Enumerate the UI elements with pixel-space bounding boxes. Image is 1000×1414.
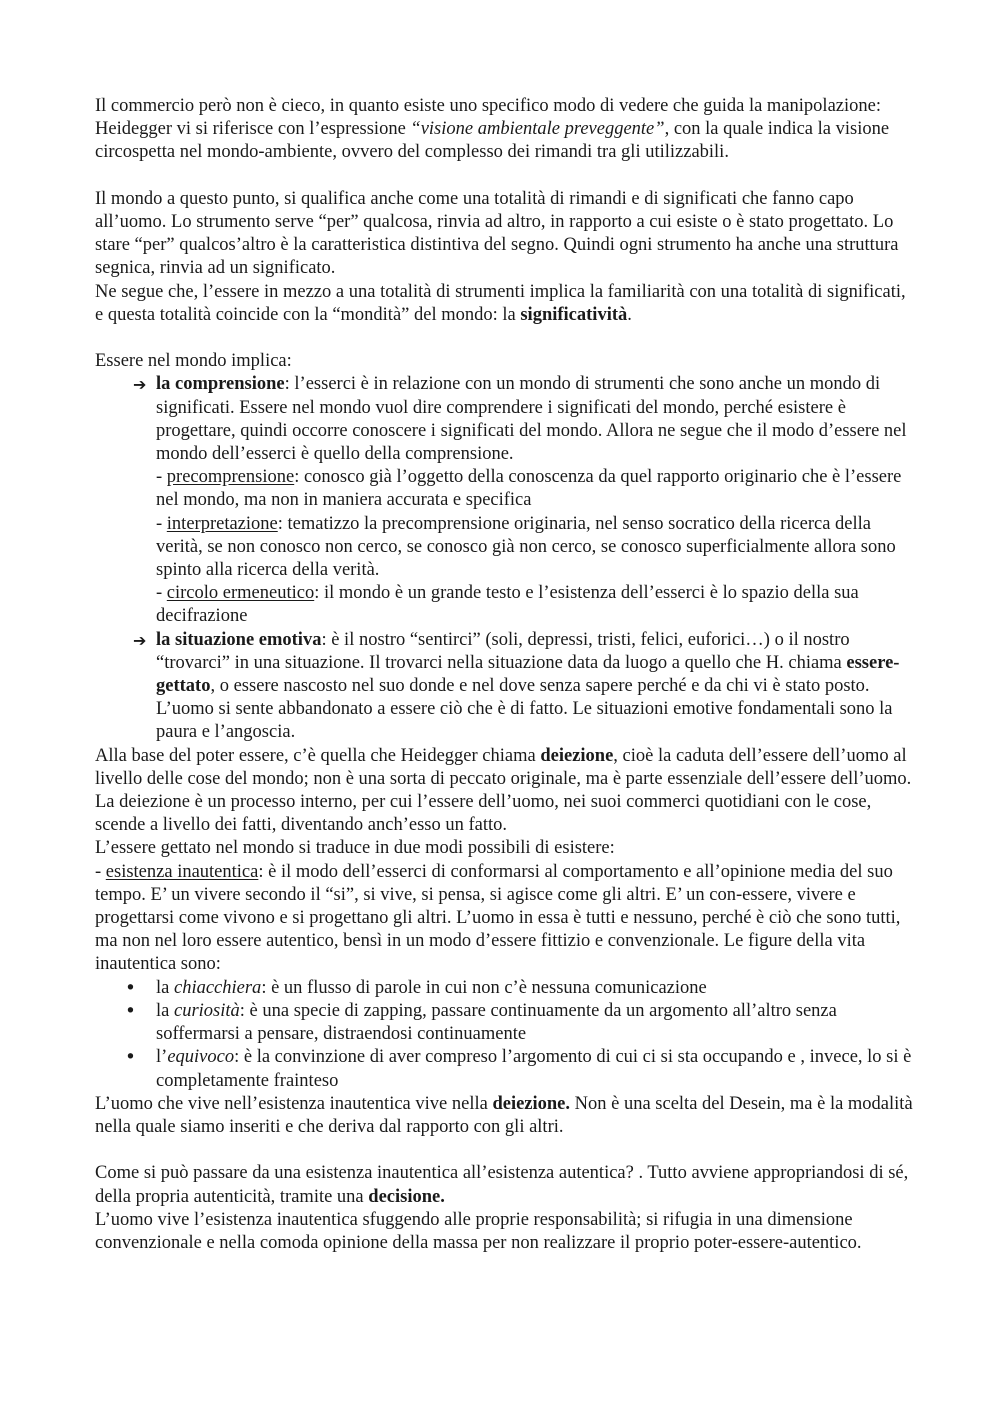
text-run: : il mondo è un grande testo e l’esistenza dell’esserci è lo spazio della sua decifrazione xyxy=(156,583,859,627)
text-run: : tematizzo la precomprensione originaria, nel senso socratico della ricerca della verità, se non conosco non cerco, se conosco già non cerco, se conosco superficialmente allora sono spinto alla ricerca della verità. xyxy=(156,513,896,581)
dash: - xyxy=(156,583,167,604)
underlined-term: circolo ermeneutico xyxy=(166,583,315,604)
text-run: : è un flusso di parole in cui non c’è nessuna comunicazione xyxy=(261,977,707,998)
paragraph-commercio xyxy=(95,95,915,165)
text-run: Il mondo a questo punto, si qualifica anche come una totalità di rimandi e di significati che fanno capo all’uomo. Lo strumento serve “per” qualcosa, rinvia ad altro, in rapporto a cui esiste o è stato progettato. Lo stare “per” qualcos’altro è la caratteristica distintiva del segno. Quindi ogni strumento ha anche una struttura segnica, rinvia ad un significato. xyxy=(95,188,899,279)
bold-term: essere-gettato xyxy=(156,652,900,697)
sub-item-circolo-ermeneutico xyxy=(156,582,915,628)
arrow-list-item-situazione-emotiva xyxy=(95,629,915,745)
sub-item-precomprensione xyxy=(156,466,915,512)
text-run: la xyxy=(156,977,174,998)
dash: - xyxy=(156,467,167,488)
paragraph-esistenza-inautentica xyxy=(95,861,915,977)
paragraph-mondo xyxy=(95,188,915,281)
text-run: Ne segue che, l’essere in mezzo a una totalità di strumenti implica la familiarità con una totalità di significati, e questa totalità coincide con la “mondità” del mondo: la xyxy=(95,281,906,325)
sub-item-interpretazione xyxy=(156,513,915,583)
arrow-right-icon: ➔ xyxy=(133,630,147,650)
bold-term: la comprensione xyxy=(156,374,285,395)
text-run: Il commercio però non è cieco, in quanto esiste uno specifico modo di vedere che guida la manipolazione: Heidegger vi si riferisce con l’espressione xyxy=(95,96,881,140)
bullet-item-curiosita xyxy=(95,1000,915,1046)
bullet-item-equivoco xyxy=(95,1046,915,1092)
bullet-icon: • xyxy=(125,1047,136,1069)
blank-line xyxy=(95,165,915,188)
paragraph-uomo-inautentico xyxy=(95,1093,915,1139)
bullet-icon: • xyxy=(125,1000,136,1022)
text-run: Non è una scelta del Desein, ma è la modalità nella quale siamo inseriti e che deriva dal rapporto con gli altri. xyxy=(95,1093,913,1137)
text-run: L’essere gettato nel mondo si traduce in due modi possibili di esistere: xyxy=(95,838,615,859)
bold-term: la situazione emotiva xyxy=(156,629,322,650)
underlined-term: precomprensione xyxy=(166,467,295,488)
text-run: , o essere nascosto nel suo donde e nel dove senza sapere perché e da chi vi è stato posto. L’uomo si sente abbandonato a essere ciò che è di fatto. Le situazioni emotive fondamentali sono la paura e l’angoscia. xyxy=(156,676,893,743)
paragraph-deiezione xyxy=(95,745,915,838)
text-run: : è il modo dell’esserci di conformarsi al comportamento e all’opinione media del suo tempo. E’ un vivere secondo il “si”, si vive, si pensa, si agisce come gli altri. E’ un con-essere, vivere e progettarsi come vivono e si progettano gli altri. L’uomo in essa è tutti e nessuno, perché è ciò che sono tutti, ma non nel loro essere autentico, bensì in un modo d’essere fittizio e convenzionale. Le figure della vita inautentica sono: xyxy=(95,861,901,975)
bullet-icon: • xyxy=(125,977,136,999)
paragraph-due-modi xyxy=(95,837,915,860)
text-run: , cioè la caduta dell’essere dell’uomo al livello delle cose del mondo; non è una sorta di peccato originale, ma è parte essenziale dell’essere dell’uomo. La deiezione è un processo interno, per cui l’essere dell’uomo, nei suoi commerci quotidiani con le cose, scende a livello dei fatti, diventando anch’esso un fatto. xyxy=(95,745,912,836)
dash: - xyxy=(95,861,106,882)
document-page xyxy=(95,95,915,1255)
paragraph-decisione xyxy=(95,1162,915,1208)
item-text xyxy=(156,373,915,466)
text-run: : è una specie di zapping, passare continuamente da un argomento all’altro senza soffermarsi a pensare, distraendosi continuamente xyxy=(156,1000,837,1045)
arrow-list-item-comprensione xyxy=(95,373,915,628)
text-run: la xyxy=(156,1000,174,1021)
dash: - xyxy=(156,513,167,534)
paragraph-responsabilita xyxy=(95,1209,915,1255)
bold-term: deiezione xyxy=(540,745,614,766)
paragraph-essere-nel-mondo xyxy=(95,350,915,373)
italic-term: chiacchiera xyxy=(173,977,262,998)
underlined-term: esistenza inautentica xyxy=(105,861,259,882)
text-run: : è il nostro “sentirci” (soli, depressi, tristi, felici, euforici…) o il nostro “trovarci” in una situazione. Il trovarci nella situazione data da luogo a quello che H. chiama xyxy=(156,629,850,673)
italic-term: curiosità xyxy=(173,1000,240,1021)
italic-quote: “visione ambientale preveggente” xyxy=(410,119,665,140)
text-run: L’uomo vive l’esistenza inautentica sfuggendo alle proprie responsabilità; si rifugia in una dimensione convenzionale e nella comoda opinione della massa per non realizzare il proprio poter-essere-autentico. xyxy=(95,1209,862,1253)
text-run: Come si può passare da una esistenza inautentica all’esistenza autentica? . Tutto avviene appropriandosi di sé, della propria autenticità, tramite una xyxy=(95,1163,909,1207)
blank-line xyxy=(95,327,915,350)
bold-term: decisione. xyxy=(368,1186,445,1207)
paragraph-significativita xyxy=(95,281,915,327)
blank-line xyxy=(95,1139,915,1162)
text-run: , con la quale indica la visione circospetta nel mondo-ambiente, ovvero del complesso dei rimandi tra gli utilizzabili. xyxy=(95,119,890,163)
underlined-term: interpretazione xyxy=(166,513,278,534)
text-run: . xyxy=(627,304,632,325)
bold-term: significatività xyxy=(520,304,628,325)
bold-term: deiezione. xyxy=(492,1093,571,1114)
text-run: : conosco già l’oggetto della conoscenza da quel rapporto originario che è l’essere nel mondo, ma non in maniera accurata e specifica xyxy=(156,467,902,511)
text-run: Essere nel mondo implica: xyxy=(95,351,292,372)
text-run: L’uomo che vive nell’esistenza inautentica vive nella xyxy=(95,1093,493,1114)
bullet-item-chiacchiera xyxy=(95,977,915,1000)
text-run: l’ xyxy=(156,1047,168,1068)
text-run: : è la convinzione di aver compreso l’argomento di cui ci si sta occupando e , invece, lo si è completamente frainteso xyxy=(156,1047,912,1091)
text-run: Alla base del poter essere, c’è quella che Heidegger chiama xyxy=(95,745,541,766)
text-run: : l’esserci è in relazione con un mondo di strumenti che sono anche un mondo di significati. Essere nel mondo vuol dire comprendere i significati del mondo, perché esistere è progettare, quindi occorre conoscere i significati del mondo. Allora ne segue che il modo d’essere nel mondo dell’esserci è quello della comprensione. xyxy=(156,374,907,465)
arrow-right-icon: ➔ xyxy=(133,375,147,395)
italic-term: equivoco xyxy=(167,1047,235,1068)
item-text xyxy=(156,629,915,745)
